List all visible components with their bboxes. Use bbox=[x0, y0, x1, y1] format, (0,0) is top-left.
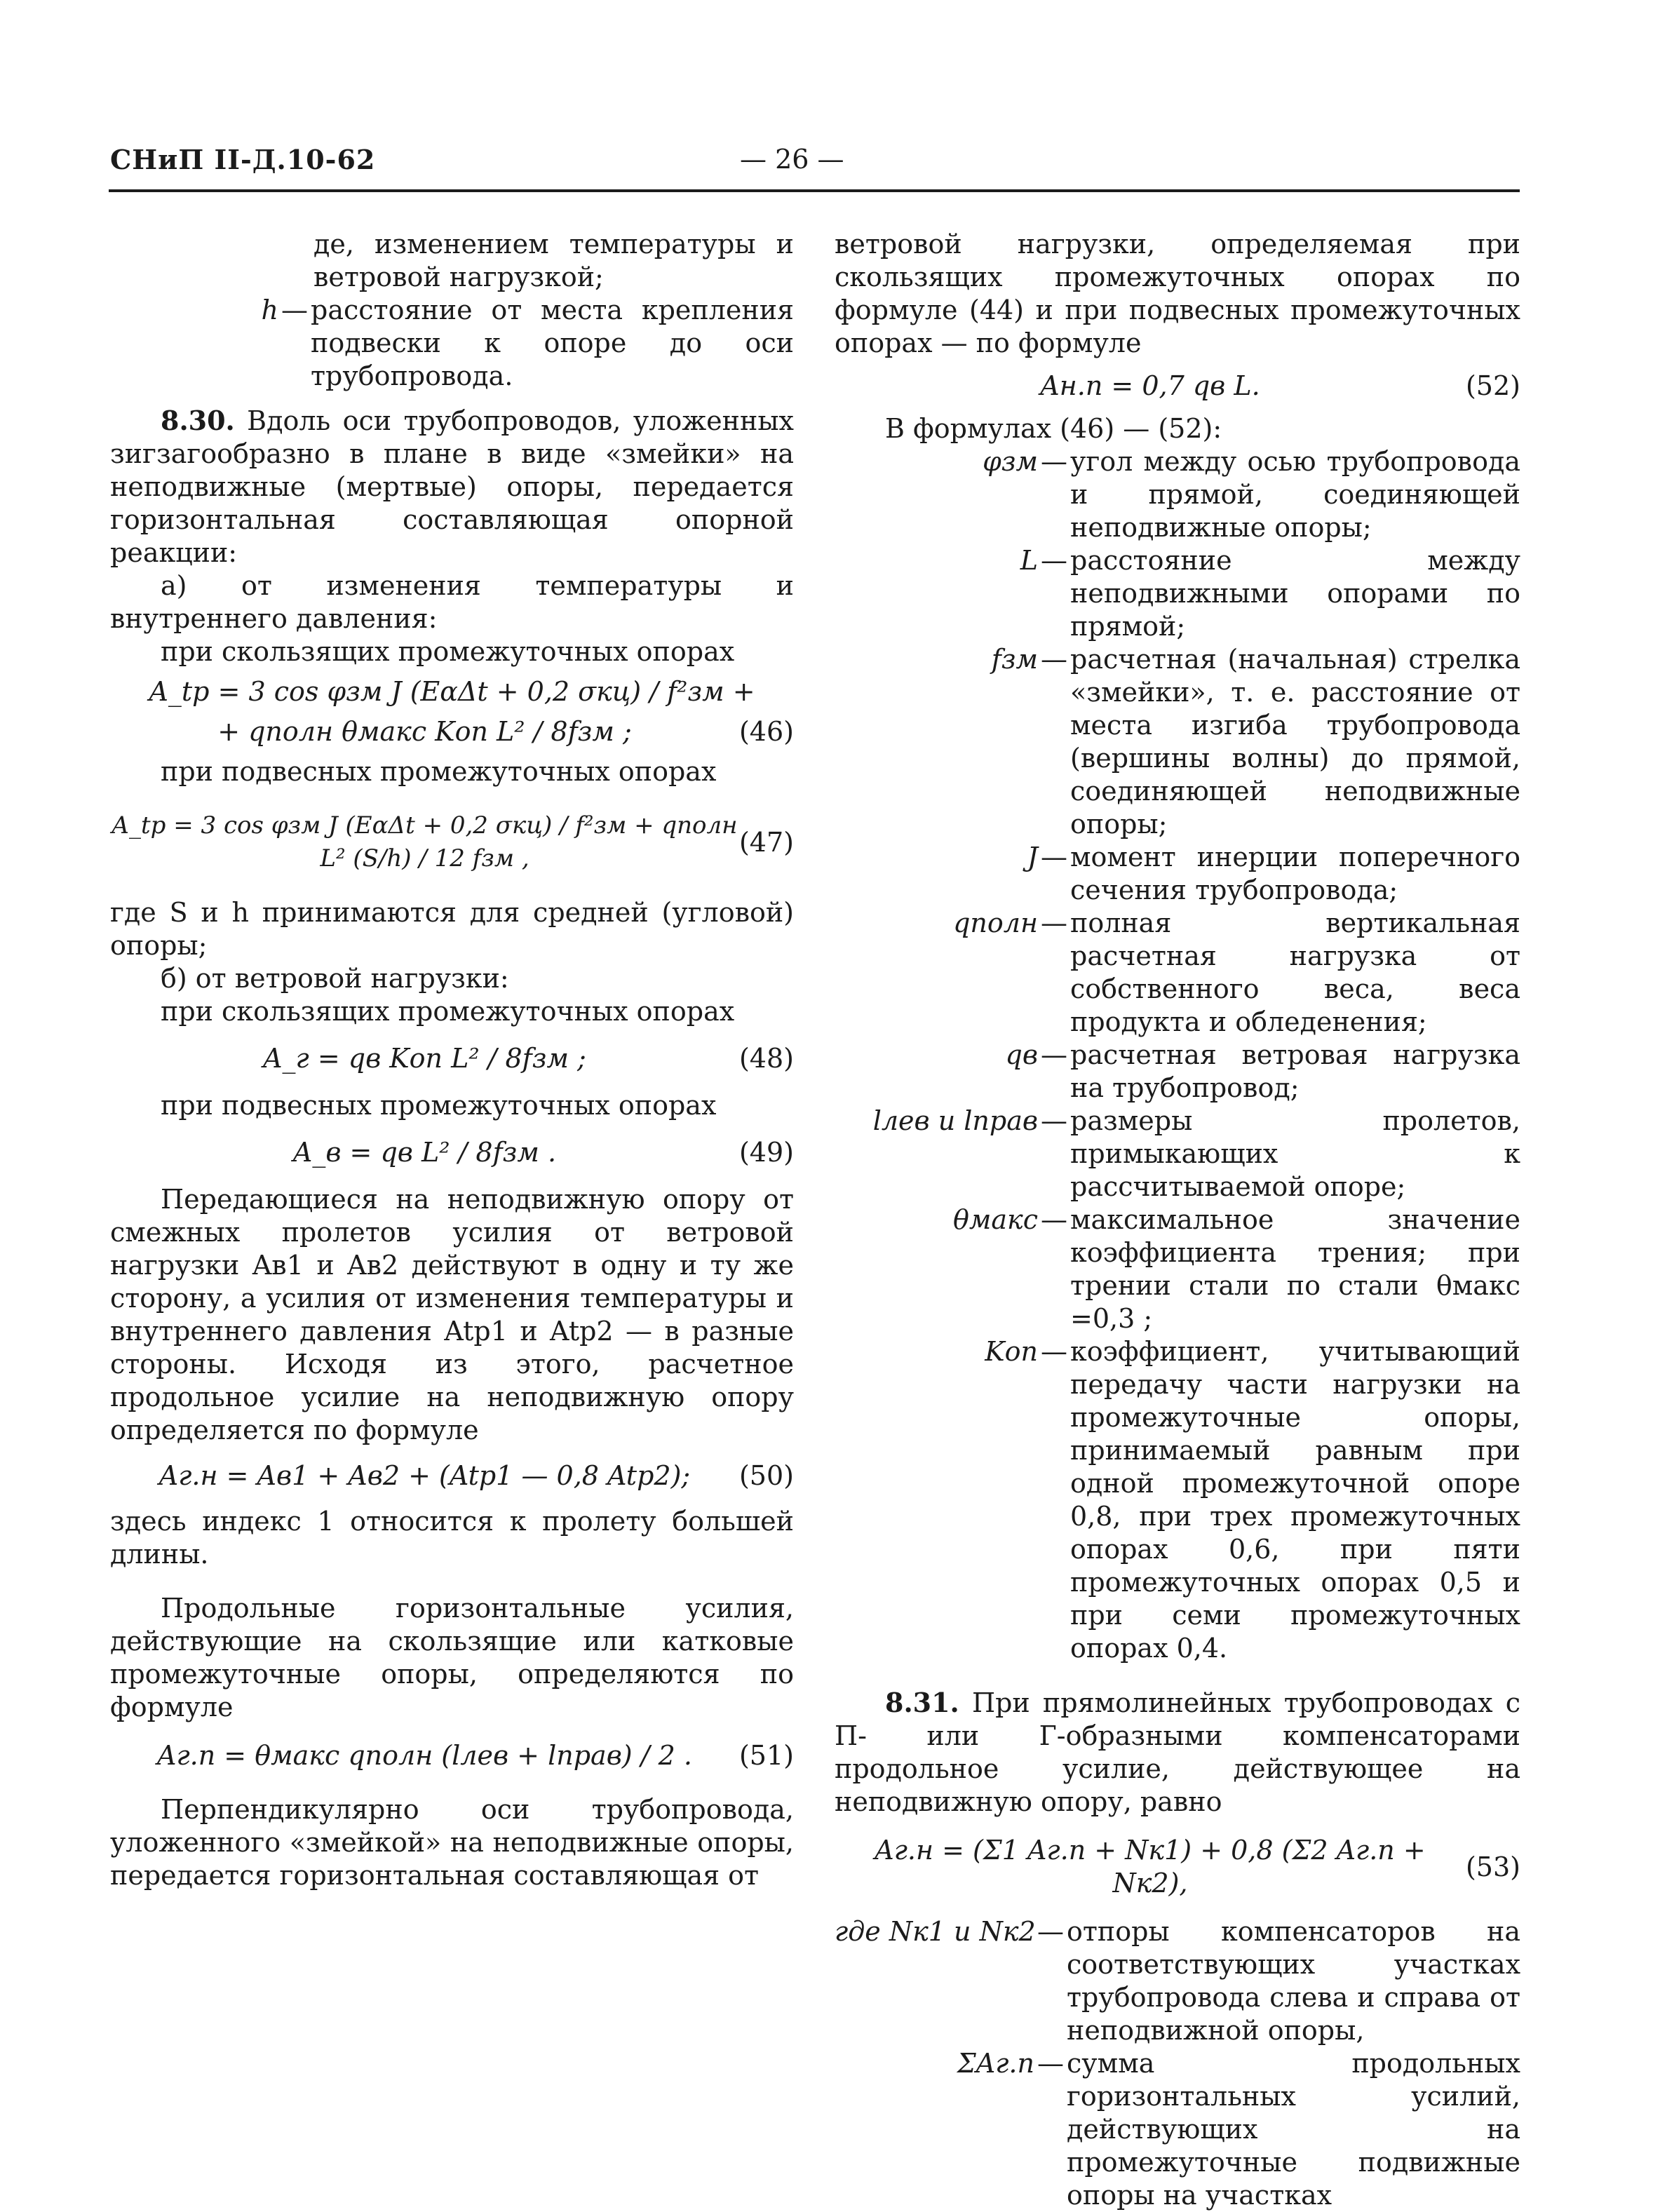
formula-body: A_в = qв L² / 8fзм . bbox=[292, 1137, 557, 1168]
definition-h bbox=[110, 294, 794, 393]
item-a: а) от изменения температуры и внутреннего давления: bbox=[110, 570, 794, 634]
hanging-supports-label: при подвесных промежуточных опорах bbox=[161, 756, 717, 787]
definition-text: полная вертикальная расчетная нагрузка от собственного веса, веса продукта и обледенения; bbox=[1070, 908, 1520, 1037]
formula-number: (52) bbox=[1465, 370, 1520, 401]
section-number: 8.31. bbox=[885, 1687, 959, 1718]
item-b: б) от ветровой нагрузки: bbox=[161, 963, 509, 994]
definition-q-wind bbox=[835, 1039, 1520, 1105]
formula-body: Aн.п = 0,7 qв L. bbox=[1040, 370, 1260, 401]
formula-body: Aг.н = (Σ1 Aг.п + Nк1) + 0,8 (Σ2 Aг.п + Nк2), bbox=[875, 1835, 1426, 1899]
formula-49 bbox=[110, 1136, 794, 1169]
formula-number: (49) bbox=[738, 1137, 794, 1168]
wind-load-continuation: ветровой нагрузки, определяемая при скользящих промежуточных опорах по формуле (44) и при подвесных промежуточных опорах — по формуле bbox=[835, 229, 1520, 358]
formula-number: (53) bbox=[1465, 1851, 1520, 1882]
definition-dash: — bbox=[1041, 545, 1067, 576]
definition-term: ΣAг.п bbox=[957, 2048, 1034, 2079]
definition-term: где Nк1 и Nк2 bbox=[835, 1916, 1036, 1947]
definition-dash: — bbox=[1041, 908, 1067, 938]
header-rule bbox=[109, 189, 1520, 192]
formula-body: Aг.н = Aв1 + Aв2 + (Atp1 — 0,8 Atp2); bbox=[158, 1460, 691, 1491]
definition-text: расстояние от места крепления подвески к опоре до оси трубопровода. bbox=[311, 295, 794, 391]
definition-text: максимальное значение коэффициента трения; при трении стали по стали θмакс =0,3 ; bbox=[1070, 1204, 1520, 1334]
definition-q-full bbox=[835, 907, 1520, 1039]
definition-dash: — bbox=[1037, 1916, 1064, 1947]
definition-dash: — bbox=[1041, 1204, 1067, 1235]
definition-f bbox=[835, 643, 1520, 841]
page-number: — 26 — bbox=[740, 144, 844, 175]
definition-dash: — bbox=[281, 295, 308, 325]
definition-text: коэффициент, учитывающий передачу части нагрузки на промежуточные опоры, принимаемый равным при одной промежуточной опоре 0,8, при трех промежуточных опорах 0,6, при пяти промежуточных опорах 0,5 и при семи промежуточных опорах 0,4. bbox=[1070, 1336, 1520, 1664]
definition-text: размеры пролетов, примыкающих к рассчитываемой опоре; bbox=[1070, 1105, 1520, 1202]
formula-body: A_tp = 3 cos φзм J (EαΔt + 0,2 σкц) / f²зм + qполн L² (S/h) / 12 fзм , bbox=[112, 811, 738, 872]
formula-51 bbox=[110, 1739, 794, 1772]
definition-term: φзм bbox=[983, 446, 1038, 477]
hanging-supports-label-2: при подвесных промежуточных опорах bbox=[161, 1090, 717, 1121]
in-formulas-heading: В формулах (46) — (52): bbox=[885, 413, 1222, 444]
formula-48 bbox=[110, 1042, 794, 1075]
paragraph-longitudinal-forces: Продольные горизонтальные усилия, действующие на скользящие или катковые промежуточные опоры, определяются по формуле bbox=[110, 1593, 794, 1722]
sliding-supports-label: при скользящих промежуточных опорах bbox=[161, 636, 735, 667]
definition-term: θмакс bbox=[952, 1204, 1038, 1235]
formula-46-line1 bbox=[110, 675, 794, 708]
definition-theta bbox=[835, 1203, 1520, 1335]
definition-text: угол между осью трубопровода и прямой, соединяющей неподвижные опоры; bbox=[1070, 446, 1520, 543]
section-number: 8.30. bbox=[161, 405, 235, 436]
definition-dash: — bbox=[1041, 1039, 1067, 1070]
where-s-h: где S и h принимаются для средней (угловой) опоры; bbox=[110, 897, 794, 961]
definition-term: qв bbox=[1005, 1039, 1038, 1070]
definition-dash: — bbox=[1041, 446, 1067, 477]
sliding-supports-label-2: при скользящих промежуточных опорах bbox=[161, 996, 735, 1027]
formula-number: (46) bbox=[738, 716, 794, 747]
formula-53 bbox=[835, 1834, 1520, 1900]
formula-body: A_tp = 3 cos φзм J (EαΔt + 0,2 σкц) / f²зм + bbox=[149, 676, 755, 707]
formula-body: + qполн θмакс Kоп L² / 8fзм ; bbox=[217, 716, 632, 747]
definition-term: fзм bbox=[991, 644, 1038, 675]
definition-term: Kоп bbox=[985, 1336, 1038, 1367]
definition-term: qполн bbox=[953, 908, 1038, 938]
definition-phi bbox=[835, 445, 1520, 544]
section-text: При прямолинейных трубопроводах с П- или Г-образными компенсаторами продольное усилие, действующее на неподвижную опору, равно bbox=[835, 1687, 1520, 1817]
definition-text: расчетная ветровая нагрузка на трубопровод; bbox=[1070, 1039, 1520, 1103]
definition-spans bbox=[835, 1105, 1520, 1203]
paragraph-perpendicular: Перпендикулярно оси трубопровода, уложенного «змейкой» на неподвижные опоры, передается горизонтальная составляющая от bbox=[110, 1794, 794, 1891]
definition-n-k bbox=[835, 1915, 1520, 2047]
index-note: здесь индекс 1 относится к пролету большей длины. bbox=[110, 1506, 794, 1570]
formula-46-line2 bbox=[110, 715, 794, 748]
definition-dash: — bbox=[1041, 842, 1067, 872]
document-code: СНиП II-Д.10-62 bbox=[110, 144, 376, 175]
formula-body: A_г = qв Kоп L² / 8fзм ; bbox=[263, 1043, 586, 1074]
definition-text: расстояние между неподвижными опорами по прямой; bbox=[1070, 545, 1520, 642]
definition-term: L bbox=[1020, 545, 1038, 576]
left-column bbox=[110, 228, 794, 1892]
definition-term: h bbox=[261, 295, 278, 325]
definition-k bbox=[835, 1335, 1520, 1665]
section-8-30 bbox=[110, 404, 794, 569]
section-8-31 bbox=[835, 1686, 1520, 1819]
formula-52 bbox=[835, 370, 1520, 403]
formula-number: (50) bbox=[738, 1460, 794, 1491]
paragraph-transmitted-forces: Передающиеся на неподвижную опору от смежных пролетов усилия от ветровой нагрузки Aв1 и Aв2 действуют в одну и ту же сторону, а усилия от изменения температуры и внутреннего давления Atp1 и Atp2 — в разные стороны. Исходя из этого, расчетное продольное усилие на неподвижную опору определяется по формуле bbox=[110, 1184, 794, 1445]
formula-47 bbox=[110, 809, 794, 875]
definition-dash: — bbox=[1041, 644, 1067, 675]
definition-l bbox=[835, 544, 1520, 643]
definition-text: момент инерции поперечного сечения трубопровода; bbox=[1070, 842, 1520, 905]
definition-text: сумма продольных горизонтальных усилий, действующих на промежуточные подвижные опоры на участках bbox=[1067, 2048, 1520, 2211]
formula-number: (47) bbox=[738, 826, 794, 858]
definition-term: lлев и lправ bbox=[872, 1105, 1038, 1136]
definition-continuation: де, изменением температуры и ветровой нагрузкой; bbox=[313, 229, 794, 292]
definition-sum-a bbox=[835, 2047, 1520, 2212]
right-column bbox=[835, 228, 1520, 2212]
definition-text: отпоры компенсаторов на соответствующих участках трубопровода слева и справа от неподвижной опоры, bbox=[1067, 1916, 1520, 2046]
section-text: Вдоль оси трубопроводов, уложенных зигзагообразно в плане в виде «змейки» на неподвижные (мертвые) опоры, передается горизонтальная составляющая опорной реакции: bbox=[110, 405, 794, 568]
formula-50 bbox=[110, 1459, 794, 1492]
definition-dash: — bbox=[1041, 1336, 1067, 1367]
formula-number: (51) bbox=[738, 1740, 794, 1771]
definition-dash: — bbox=[1037, 2048, 1064, 2079]
formula-body: Aг.п = θмакс qполн (lлев + lправ) / 2 . bbox=[157, 1740, 692, 1771]
definition-text: расчетная (начальная) стрелка «змейки», т. е. расстояние от места изгиба трубопровода (вершины волны) до прямой, соединяющей неподвижные опоры; bbox=[1070, 644, 1520, 839]
definition-j bbox=[835, 841, 1520, 907]
formula-number: (48) bbox=[738, 1043, 794, 1074]
definition-term: J bbox=[1027, 842, 1038, 872]
definition-dash: — bbox=[1041, 1105, 1067, 1136]
